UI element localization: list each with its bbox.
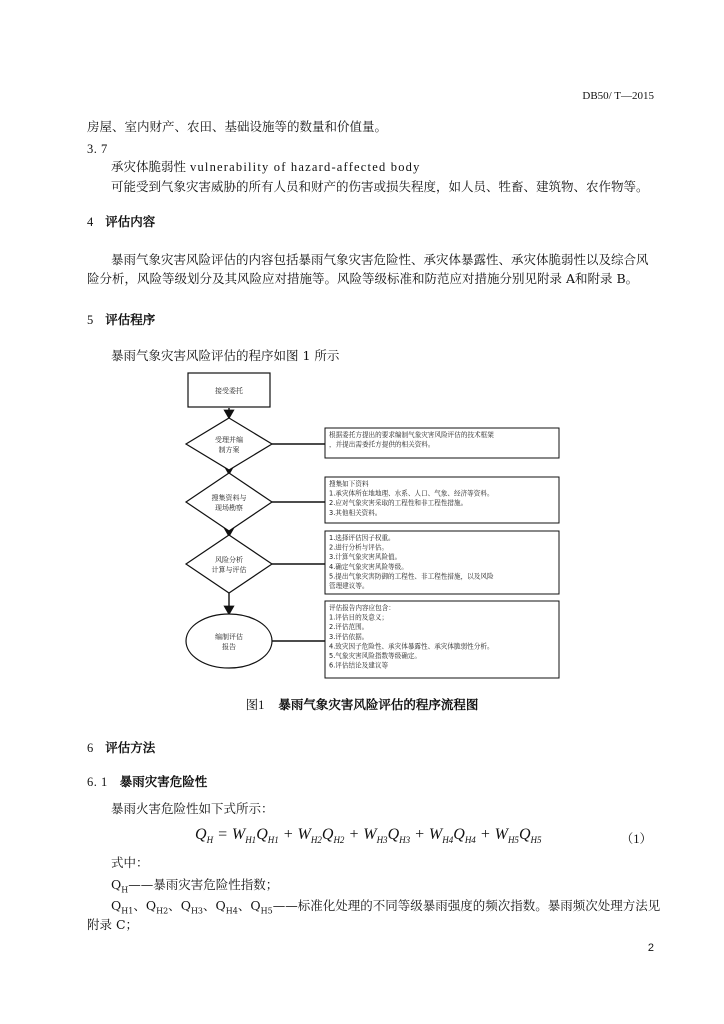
document-code: DB50/ T—2015: [582, 90, 654, 102]
flowchart-text: 风险分析: [215, 556, 243, 564]
term-zh: 承灾体脆弱性: [111, 159, 187, 174]
page-number: 2: [647, 942, 654, 954]
term-en: vulnerability of hazard-affected body: [190, 160, 421, 174]
flowchart-text: 3.计算气象灾害风险值。: [329, 553, 402, 562]
flowchart-decision-diamond: [186, 418, 272, 470]
clause-number: 3. 7: [87, 142, 108, 156]
paragraph-line: 险分析，风险等级划分及其风险应对措施等。风险等级标准和防范应对措施分别见附录 A和附录 B。: [87, 271, 639, 286]
flowchart-text: 现场勘察: [215, 504, 243, 512]
variable-definition: $Q_H——$暴雨灾害危险性指数；: [111, 877, 279, 895]
paragraph-line: 暴雨气象灾害风险评估的内容包括暴雨气象灾害危险性、承灾体暴露性、承灾体脆弱性以及综合风: [111, 252, 649, 267]
flowchart-text: 3.评估依据。: [329, 632, 369, 641]
flowchart-text: 编制评估: [215, 633, 243, 641]
section-heading-5: 5 评估程序: [87, 312, 156, 327]
continuation-text: 房屋、室内财产、农田、基础设施等的数量和价值量。: [87, 119, 388, 134]
section-heading-6-1: 6. 1 暴雨灾害危险性: [87, 774, 208, 789]
flowchart-text: 1.承灾体所在地地理、水系、人口、气象、经济等资料。: [329, 489, 494, 498]
flowchart-text: 评估报告内容应包含：: [329, 604, 395, 612]
formula-1: $Q_H = W_{H1}Q_{H1} + W_{H2}Q_{H2} + W_{H3}Q_{H3} + W_{H4}Q_{H4} + W_{H5}Q_{H5}$: [195, 826, 542, 846]
figure-title: 暴雨气象灾害风险评估的程序流程图: [278, 697, 479, 712]
equation-number: （1）: [620, 832, 652, 846]
flowchart-text: 制方案: [218, 446, 240, 454]
flowchart-decision-diamond: [186, 535, 272, 593]
flowchart-text: 5.提出气象灾害防御的工程性、非工程性措施，以及风险: [329, 572, 494, 581]
flowchart-text: ，并提出需委托方提供的相关资料。: [329, 440, 435, 449]
flowchart-text: 根据委托方提出的要求编制气象灾害风险评估的技术框架: [329, 431, 494, 439]
variable-definition-tail: 附录 C；: [87, 917, 139, 932]
flowchart-text: 受理并编: [215, 436, 243, 444]
flowchart-text: 报告: [222, 643, 236, 651]
flowchart-text: 4.确定气象灾害风险等级。: [329, 562, 408, 571]
paragraph-line: 暴雨火害危险性如下式所示：: [111, 801, 274, 816]
flowchart-text: 4.致灾因子危险性、承灾体暴露性、承灾体脆弱性分析。: [329, 642, 494, 651]
section-heading-4: 4 评估内容: [87, 214, 156, 229]
section-heading-6: 6 评估方法: [87, 740, 156, 755]
flowchart-text: 计算与评估: [211, 566, 247, 574]
flowchart-text: 接受委托: [215, 387, 243, 395]
flowchart-text: 1.选择评估因子权重。: [329, 534, 395, 542]
figure-label: 图1: [245, 698, 265, 712]
flowchart-text: 1.评估目的及意义；: [329, 613, 389, 622]
variable-definition: $Q_{H1}$、$Q_{H2}$、$Q_{H3}$、$Q_{H4}$、$Q_{H5}——$标准化处理的不同等级暴雨强度的频次指数。暴雨频次处理方法见: [111, 898, 661, 916]
where-label: 式中：: [111, 855, 149, 870]
flowchart-text: 6.评估结论及建议等: [329, 661, 389, 670]
flowchart-decision-diamond: [186, 473, 272, 531]
flowchart-text: 2.评估范围。: [329, 623, 369, 632]
flowchart-text: 搜集如下资料: [329, 480, 369, 488]
flowchart-text: 搜集资料与: [211, 494, 247, 502]
flowchart-text: 5.气象灾害风险指数等级确定。: [329, 652, 422, 660]
flowchart-text: 管理建议等。: [329, 582, 369, 590]
flowchart-terminal-oval: [186, 614, 272, 668]
figure-caption: [0, 695, 724, 713]
flowchart-text: 2.应对气象灾害采取的工程性和非工程性措施。: [329, 499, 468, 508]
paragraph-line: 暴雨气象灾害风险评估的程序如图 1 所示: [111, 348, 340, 363]
flowchart-text: 2.进行分析与评估。: [329, 543, 389, 552]
flowchart-text: 3.其他相关资料。: [329, 508, 382, 517]
term-definition: 可能受到气象灾害威胁的所有人员和财产的伤害或损失程度，如人员、牲畜、建筑物、农作物等。: [111, 179, 649, 194]
